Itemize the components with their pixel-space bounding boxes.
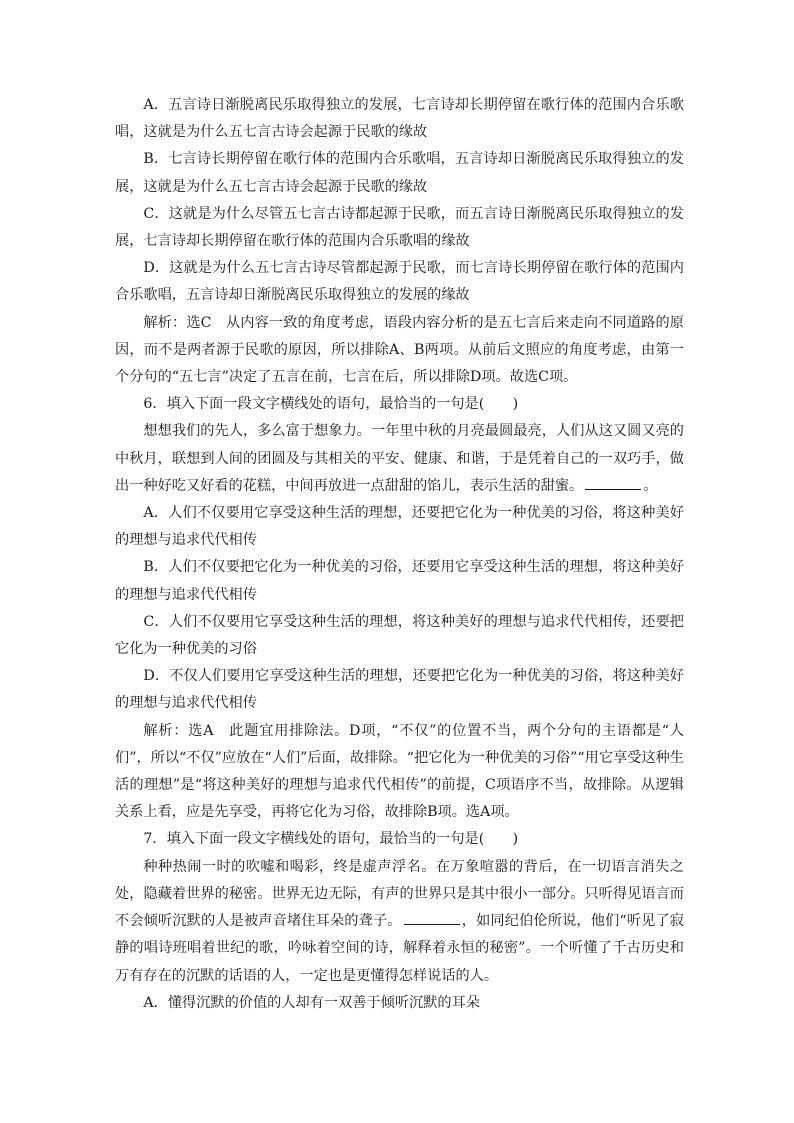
passage-text-end: 。 [643,477,658,494]
answer-blank [404,908,460,925]
option-text: C．这就是为什么尽管五七言古诗都起源于民歌，而五言诗日渐脱离民乐取得独立的发展，七言诗却长期停留在歌行体的范围内合乐歌唱的缘故 [115,205,684,250]
option-text: D．不仅人们要用它享受这种生活的理想，还要把它化为一种优美的习俗，将这种美好的理想与追求代代相传 [115,668,684,712]
option-d-q6 [115,663,684,717]
option-d-q5 [115,255,684,309]
question-6-stem [115,391,684,418]
option-text: D．这就是为什么五七言古诗尽管都起源于民歌，而七言诗长期停留在歌行体的范围内合乐歌唱，五言诗却日渐脱离民乐取得独立的发展的缘故 [115,260,684,304]
option-b-q6 [115,554,684,608]
passage-text: 种种热闹一时的吹嘘和喝彩，终是虚声浮名。在万象喧嚣的背后，在一切语言消失之处，隐藏着世界的秘密。世界无边无际，有声的世界只是其中很小一部分。只听得见语言而不会倾听沉默的人是被声音堵住耳朵的聋子。 [115,858,684,930]
option-text: B．人们不仅要把它化为一种优美的习俗，还要用它享受这种生活的理想，将这种美好的理想与追求代代相传 [115,559,684,603]
question-6-passage [115,418,684,500]
question-text: 7．填入下面一段文字横线处的语句，最恰当的一句是( ) [143,831,519,848]
question-7-passage [115,854,684,990]
passage-text: 想想我们的先人，多么富于想象力。一年里中秋的月亮最圆最亮，人们从这又圆又亮的中秋月，联想到人间的团圆及与其相关的平安、健康、和谐，于是凭着自己的一双巧手，做出一种好吃又好看的花糕，中间再放进一点甜甜的馅儿，表示生活的甜蜜。 [115,423,684,494]
option-a-q5 [115,92,684,146]
analysis-text: 解析：选C 从内容一致的角度考虑，语段内容分析的是五七言后来走向不同道路的原因，而不是两者源于民歌的原因，所以排除A、B两项。从前后文照应的角度考虑，由第一个分句的“五七言”决定了五言在前，七言在后，所以排除D项。故选C项。 [115,314,684,386]
analysis-q6 [115,718,684,827]
option-text: A．人们不仅要用它享受这种生活的理想，还要把它化为一种优美的习俗，将这种美好的理想与追求代代相传 [115,505,684,549]
option-text: C．人们不仅要用它享受这种生活的理想，将这种美好的理想与追求代代相传，还要把它化为一种优美的习俗 [115,613,684,658]
answer-blank [585,473,641,490]
option-a-q6 [115,500,684,554]
option-c-q6 [115,609,684,663]
option-b-q5 [115,146,684,200]
question-text: 6．填入下面一段文字横线处的语句，最恰当的一句是( ) [143,396,519,413]
question-7-stem [115,826,684,853]
option-text: A．五言诗日渐脱离民乐取得独立的发展，七言诗却长期停留在歌行体的范围内合乐歌唱，这就是为什么五七言古诗会起源于民歌的缘故 [115,97,684,141]
option-a-q7 [115,990,684,1017]
passage-text-end: ，如同纪伯伦所说，他们“听见了寂静的唱诗班唱着世纪的歌，吟咏着空间的诗，解释着永恒的秘密”。一个听懂了千古历史和万有存在的沉默的话语的人，一定也是更懂得怎样说话的人。 [115,913,684,984]
analysis-text: 解析：选A 此题宜用排除法。D项，“不仅”的位置不当，两个分句的主语都是“人们”，所以“不仅”应放在“人们”后面，故排除。“把它化为一种优美的习俗”“用它享受这种生活的理想”是“将这种美好的理想与追求代代相传”的前提，C项语序不当，故排除。从逻辑关系上看，应是先享受，再将它化为习俗，故排除B项。选A项。 [115,722,684,821]
option-c-q5 [115,201,684,255]
analysis-q5 [115,310,684,392]
option-text: B．七言诗长期停留在歌行体的范围内合乐歌唱，五言诗却日渐脱离民乐取得独立的发展，这就是为什么五七言古诗会起源于民歌的缘故 [115,151,684,195]
option-text: A．懂得沉默的价值的人却有一双善于倾听沉默的耳朵 [143,994,480,1011]
